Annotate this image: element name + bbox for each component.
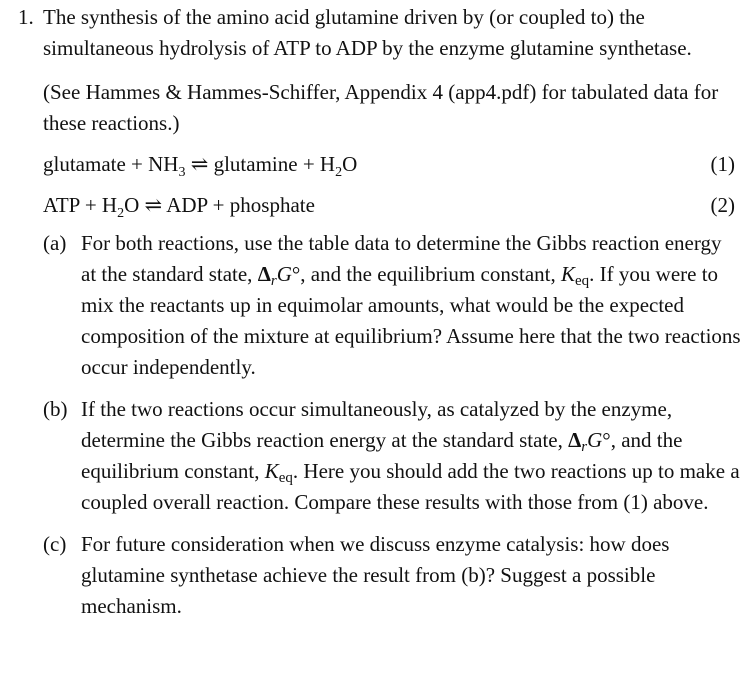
problem-number: 1. bbox=[18, 5, 34, 29]
part-b-text-1: If the two reactions occur simultaneously, as catalyzed by the enzyme, determine the Gibbs reaction energy at the standard state, bbox=[81, 397, 673, 452]
part-a-delta-subscript: r bbox=[270, 273, 277, 289]
part-a-k-subscript: eq bbox=[575, 273, 590, 289]
equation-1 bbox=[43, 149, 741, 180]
part-a-degree-symbol: ° bbox=[291, 262, 301, 286]
equation-1-arrow: ⇌ bbox=[190, 152, 209, 176]
part-c-text: For future consideration when we discuss enzyme catalysis: how does glutamine synthetase achieve the result from (b)? Suggest a possible mechanism. bbox=[81, 532, 670, 618]
question-parts bbox=[43, 228, 741, 622]
question-part-c bbox=[43, 529, 741, 622]
part-b-k-subscript: eq bbox=[278, 470, 293, 486]
part-a-text-1: For both reactions, use the table data to determine the Gibbs reaction energy at the standard state, bbox=[81, 231, 722, 286]
part-a-text-2: , and the equilibrium constant, bbox=[300, 262, 561, 286]
equation-1-products-tail: O bbox=[342, 152, 358, 176]
part-c-label: ( c ) bbox=[43, 529, 66, 560]
part-b-gibbs-symbol: G bbox=[587, 428, 603, 452]
equation-1-products-subscript: 2 bbox=[335, 165, 343, 181]
part-a-label: ( a ) bbox=[43, 228, 66, 259]
part-b-label: ( b ) bbox=[43, 394, 68, 425]
equation-1-reactants: glutamate + NH bbox=[43, 152, 179, 176]
question-part-a bbox=[43, 228, 741, 383]
problem-statement: The synthesis of the amino acid glutamine driven by (or coupled to) the simultaneous hydrolysis of ATP to ADP by the enzyme glutamine synthetase. bbox=[43, 5, 692, 60]
equation-2-reactants: ATP + H bbox=[43, 193, 118, 217]
part-b-text-2: , and the equilibrium constant, bbox=[81, 428, 683, 483]
equation-2-arrow: ⇌ bbox=[144, 193, 163, 217]
part-b-degree-symbol: ° bbox=[602, 428, 611, 452]
equation-2-products: ADP + phosphate bbox=[166, 193, 315, 217]
part-b-k-symbol: K bbox=[264, 459, 279, 483]
part-a-gibbs-symbol: G bbox=[276, 262, 292, 286]
part-a-k-symbol: K bbox=[560, 262, 575, 286]
question-part-b bbox=[43, 394, 741, 518]
reference-note: (See Hammes & Hammes-Schiffer, Appendix 4 (app4.pdf) for tabulated data for these reactions.) bbox=[43, 80, 719, 135]
part-b-delta-subscript: r bbox=[581, 439, 588, 455]
equation-1-number: ( 1 ) bbox=[711, 149, 736, 180]
equation-1-reactants-subscript: 3 bbox=[178, 165, 186, 181]
equation-2-reactants-subscript: 2 bbox=[117, 206, 125, 222]
problem-1 bbox=[18, 2, 741, 622]
equation-2-number: ( 2 ) bbox=[711, 190, 736, 221]
equation-2 bbox=[43, 190, 741, 221]
equation-1-products: glutamine + H bbox=[213, 152, 336, 176]
part-b-delta-symbol: Δ bbox=[568, 428, 582, 452]
part-a-delta-symbol: Δ bbox=[257, 262, 271, 286]
part-a-text-3: . If you were to mix the reactants up in equimolar amounts, what would be the expected composition of the mixture at equilibrium? Assume here that the two reactions occur independently. bbox=[81, 262, 741, 379]
equation-2-reactants-tail: O bbox=[124, 193, 140, 217]
part-b-text-3: . Here you should add the two reactions up to make a coupled overall reaction. Compare these results with those from (1) above. bbox=[81, 459, 740, 514]
